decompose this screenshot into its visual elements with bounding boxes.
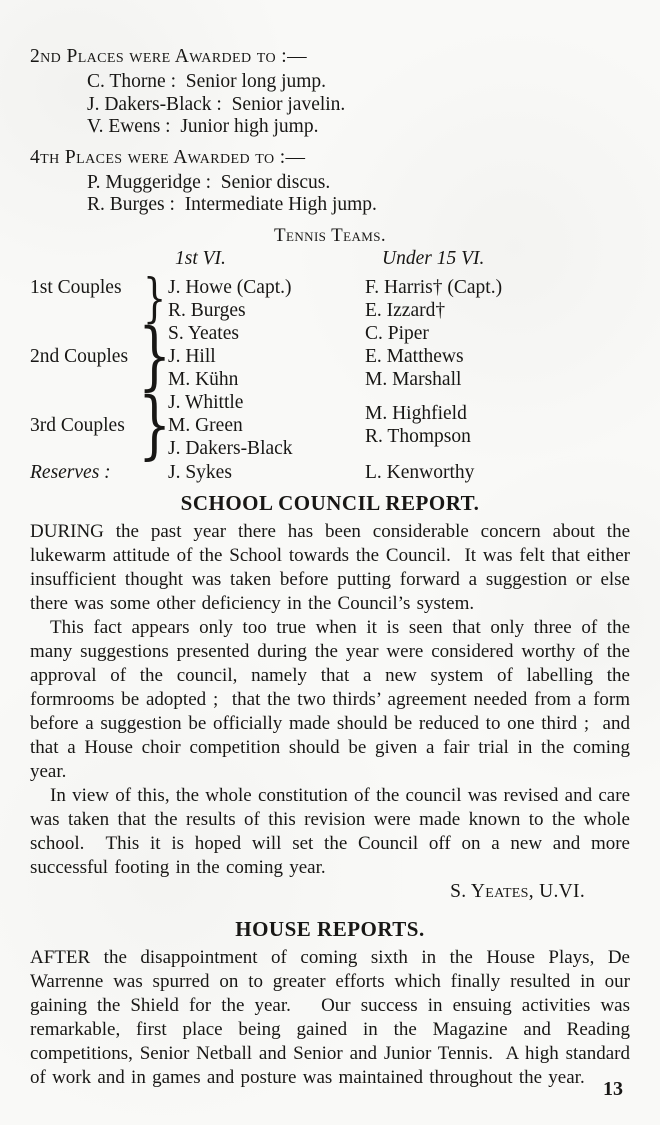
school-council-report-section (30, 490, 630, 904)
first-vi-names (168, 276, 365, 322)
tennis-table-body (30, 268, 630, 484)
brace-glyph: } (143, 268, 167, 329)
tennis-reserves-row (30, 461, 630, 484)
brace-glyph: } (138, 312, 172, 399)
player-name: R. Thompson (365, 426, 471, 447)
section-heading: SCHOOL COUNCIL REPORT. (180, 490, 480, 515)
player-name: E. Matthews (365, 345, 464, 367)
player-name: S. Yeates (168, 322, 239, 344)
page-number: 13 (603, 1078, 623, 1100)
player-name: M. Kühn (168, 368, 239, 390)
column-header-under-15-vi: Under 15 VI. (382, 247, 485, 269)
paragraph: This fact appears only too true when it is seen that only three of the many suggestions presented during the year were considered worthy of the approval of the council, namely that a new system of labelling the formrooms be adopted ; that the two thirds’ agreement needed from a form before a suggestion be officially made should be reduced to one third ; and that a House choir competition should be given a fair trial in the coming year. (30, 616, 630, 782)
tennis-group-2nd-couples (30, 312, 630, 399)
brace-glyph: } (138, 381, 172, 468)
award-list-4th-places (87, 172, 630, 217)
tennis-group-3rd-couples (30, 381, 630, 468)
tennis-column-headers (30, 247, 630, 272)
section-heading: HOUSE REPORTS. (235, 916, 425, 941)
first-vi-names (168, 461, 365, 484)
player-name: J. Dakers-Black (168, 437, 293, 459)
player-name: M. Green (168, 414, 243, 436)
paragraph: DURING the past year there has been considerable concern about the lukewarm attitude of the School towards the Council. It was felt that either insufficient thought was taken before putting forward a suggestion or else there was some other deficiency in the Council’s system. (30, 520, 630, 614)
player-name: M. Highfield (365, 403, 467, 424)
paragraph: AFTER the disappointment of coming sixth in the House Plays, De Warrenne was spurred on to greater efforts which finally resulted in our gaining the Shield for the year. Our success in ensuing activities was remarkable, first place being gained in the Magazine and Reading competitions, Senior Netball and Senior and Junior Tennis. A high standard of work and in games and posture was maintained throughout the year. (30, 946, 630, 1088)
player-name: J. Hill (168, 345, 216, 367)
award-heading-4th-places: 4th Places were Awarded to :— (30, 146, 306, 168)
awards-section (30, 44, 630, 217)
award-item: R. Burges : Intermediate High jump. (87, 194, 377, 215)
brace-icon (138, 381, 172, 468)
brace-icon (138, 312, 172, 399)
award-heading-2nd-places: 2nd Places were Awarded to :— (30, 46, 307, 67)
first-vi-names (168, 391, 365, 460)
reserves-label: Reserves : (30, 461, 111, 483)
player-name: J. Whittle (168, 391, 244, 413)
tennis-teams-title: Tennis Teams. (274, 224, 386, 246)
award-item: V. Ewens : Junior high jump. (87, 116, 319, 137)
award-item: J. Dakers-Black : Senior javelin. (87, 93, 346, 115)
house-reports-section (30, 916, 630, 1090)
tennis-teams-section (30, 225, 630, 484)
award-item: C. Thorne : Senior long jump. (87, 71, 327, 92)
under-15-vi-names (365, 322, 630, 391)
player-name: F. Harris† (Capt.) (365, 276, 503, 298)
paragraph: In view of this, the whole constitution of the council was revised and care was taken that the results of this revision were made known to the whole school. This it is hoped will set the Council off on a new and more successful footing in the coming year. (30, 784, 630, 878)
couples-label: 1st Couples (30, 276, 122, 298)
couples-label: 2nd Couples (30, 345, 129, 367)
player-name: J. Sykes (168, 461, 232, 483)
signature: S. Yeates, U.VI. (450, 880, 585, 902)
column-header-1st-vi: 1st VI. (175, 247, 226, 269)
player-name: C. Piper (365, 322, 429, 344)
first-vi-names (168, 322, 365, 391)
player-name: M. Marshall (365, 368, 462, 390)
tennis-group-1st-couples (30, 268, 630, 329)
award-item: P. Muggeridge : Senior discus. (87, 171, 331, 193)
player-name: L. Kenworthy (365, 461, 475, 483)
under-15-vi-names (365, 276, 630, 322)
player-name: R. Burges (168, 299, 246, 321)
under-15-vi-names (365, 402, 630, 448)
player-name: E. Izzard† (365, 299, 446, 321)
player-name: J. Howe (Capt.) (168, 276, 292, 298)
under-15-vi-names (365, 461, 630, 484)
award-list-2nd-places (87, 71, 630, 139)
couples-label: 3rd Couples (30, 414, 125, 436)
